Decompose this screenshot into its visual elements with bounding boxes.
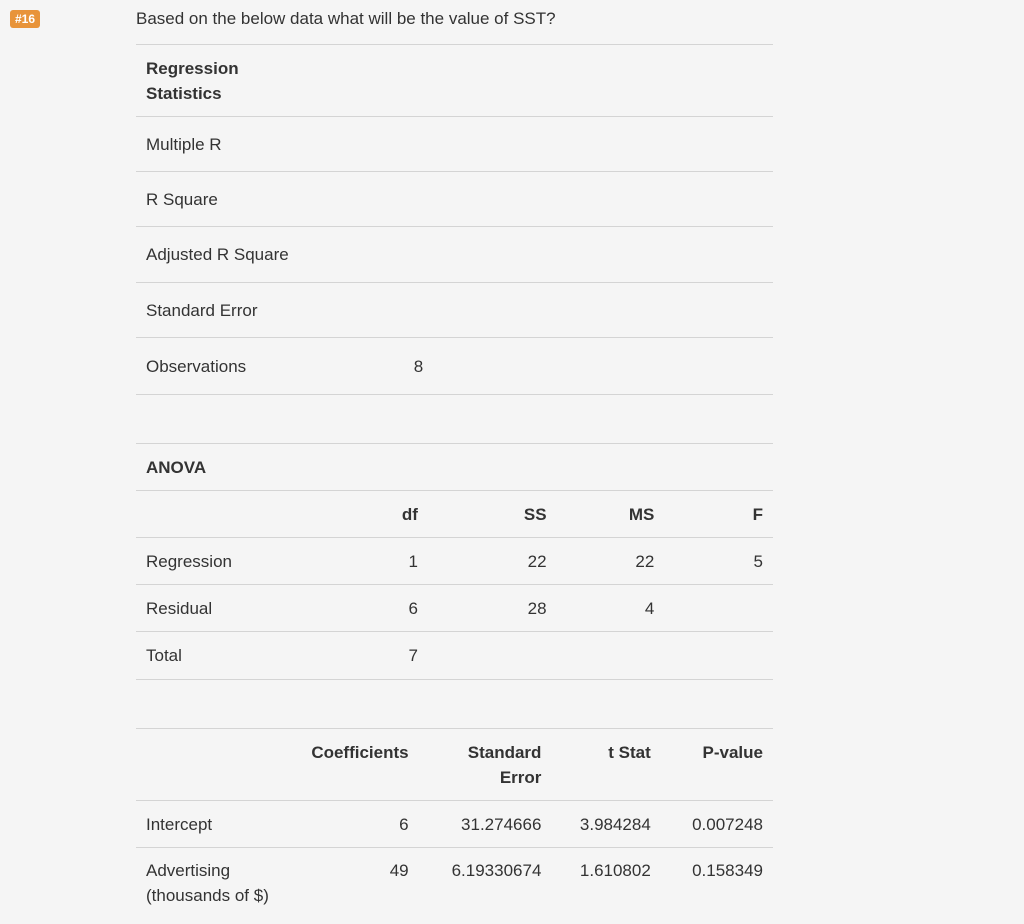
coefficient-row-label: Intercept <box>146 814 213 834</box>
anova-header-f: F <box>752 504 763 524</box>
coefficient-value: 6 <box>399 814 409 834</box>
anova-ss: 28 <box>527 598 547 618</box>
coefficient-row-label <box>136 848 288 918</box>
p-value-header: P-value <box>702 743 763 762</box>
anova-header-ms: MS <box>628 504 655 524</box>
anova-row-regression <box>136 538 773 585</box>
t-stat-header: t Stat <box>608 743 651 762</box>
anova-row-label: Total <box>146 646 182 665</box>
coefficient-row-advertising <box>136 848 773 918</box>
standard-error-header <box>419 729 552 801</box>
stat-label: Multiple R <box>146 134 222 154</box>
regression-statistics-header-line2: Statistics <box>146 83 222 103</box>
anova-row-label: Regression <box>146 551 232 571</box>
stat-value <box>313 117 433 172</box>
regression-output-table <box>136 44 773 395</box>
stat-label: Standard Error <box>146 300 258 320</box>
stat-value <box>313 283 433 338</box>
anova-header-row <box>136 491 773 538</box>
regression-statistics-header <box>136 45 313 117</box>
standard-error-value: 6.19330674 <box>451 861 542 880</box>
regression-statistics-header-line1: Regression <box>146 58 239 78</box>
p-value-value: 0.007248 <box>692 814 763 834</box>
stat-row-observations <box>136 338 773 395</box>
anova-title: ANOVA <box>146 457 207 477</box>
anova-f: 5 <box>753 551 763 571</box>
anova-title-row <box>136 444 773 491</box>
standard-error-header-line2: Error <box>499 768 542 787</box>
stat-row-standard-error <box>136 283 773 338</box>
coefficients-header: Coefficients <box>311 743 409 762</box>
anova-ms: 4 <box>644 598 655 618</box>
t-stat-value: 3.984284 <box>579 814 651 834</box>
standard-error-value: 31.274666 <box>461 814 542 834</box>
stat-value: 8 <box>413 356 424 376</box>
anova-table <box>136 443 773 680</box>
anova-ms <box>557 632 665 680</box>
anova-ss <box>428 632 557 680</box>
anova-f <box>664 585 773 632</box>
stat-value <box>313 227 433 283</box>
stat-label: Observations <box>146 356 247 376</box>
anova-df: 6 <box>408 598 418 618</box>
coefficient-value: 49 <box>389 861 409 880</box>
regression-output <box>136 44 773 918</box>
anova-ss: 22 <box>527 551 547 571</box>
anova-row-total <box>136 632 773 680</box>
p-value-value: 0.158349 <box>692 861 763 880</box>
coefficients-table <box>136 728 773 918</box>
anova-df: 1 <box>408 551 418 571</box>
stat-value <box>313 172 433 227</box>
coefficient-row-label-line1: Advertising <box>146 861 231 880</box>
anova-header-ss: SS <box>523 504 547 524</box>
standard-error-header-line1: Standard <box>467 743 542 762</box>
coefficients-header-row <box>136 729 773 801</box>
stat-row-adjusted-r-square <box>136 227 773 283</box>
stat-row-multiple-r <box>136 117 773 172</box>
anova-header-df: df <box>401 504 418 524</box>
anova-row-residual <box>136 585 773 632</box>
stat-label: R Square <box>146 189 218 209</box>
coefficient-row-label-line2: (thousands of $) <box>146 886 269 905</box>
question-number-badge: #16 <box>10 10 40 28</box>
anova-df: 7 <box>408 646 418 665</box>
coefficient-row-intercept <box>136 801 773 848</box>
question-text: Based on the below data what will be the value of SST? <box>136 9 556 28</box>
anova-row-label: Residual <box>146 598 213 618</box>
stat-row-r-square <box>136 172 773 227</box>
t-stat-value: 1.610802 <box>579 861 651 880</box>
anova-f <box>664 632 773 680</box>
stat-label: Adjusted R Square <box>146 245 289 264</box>
anova-ms: 22 <box>635 551 655 571</box>
regression-statistics-header-row <box>136 45 773 117</box>
